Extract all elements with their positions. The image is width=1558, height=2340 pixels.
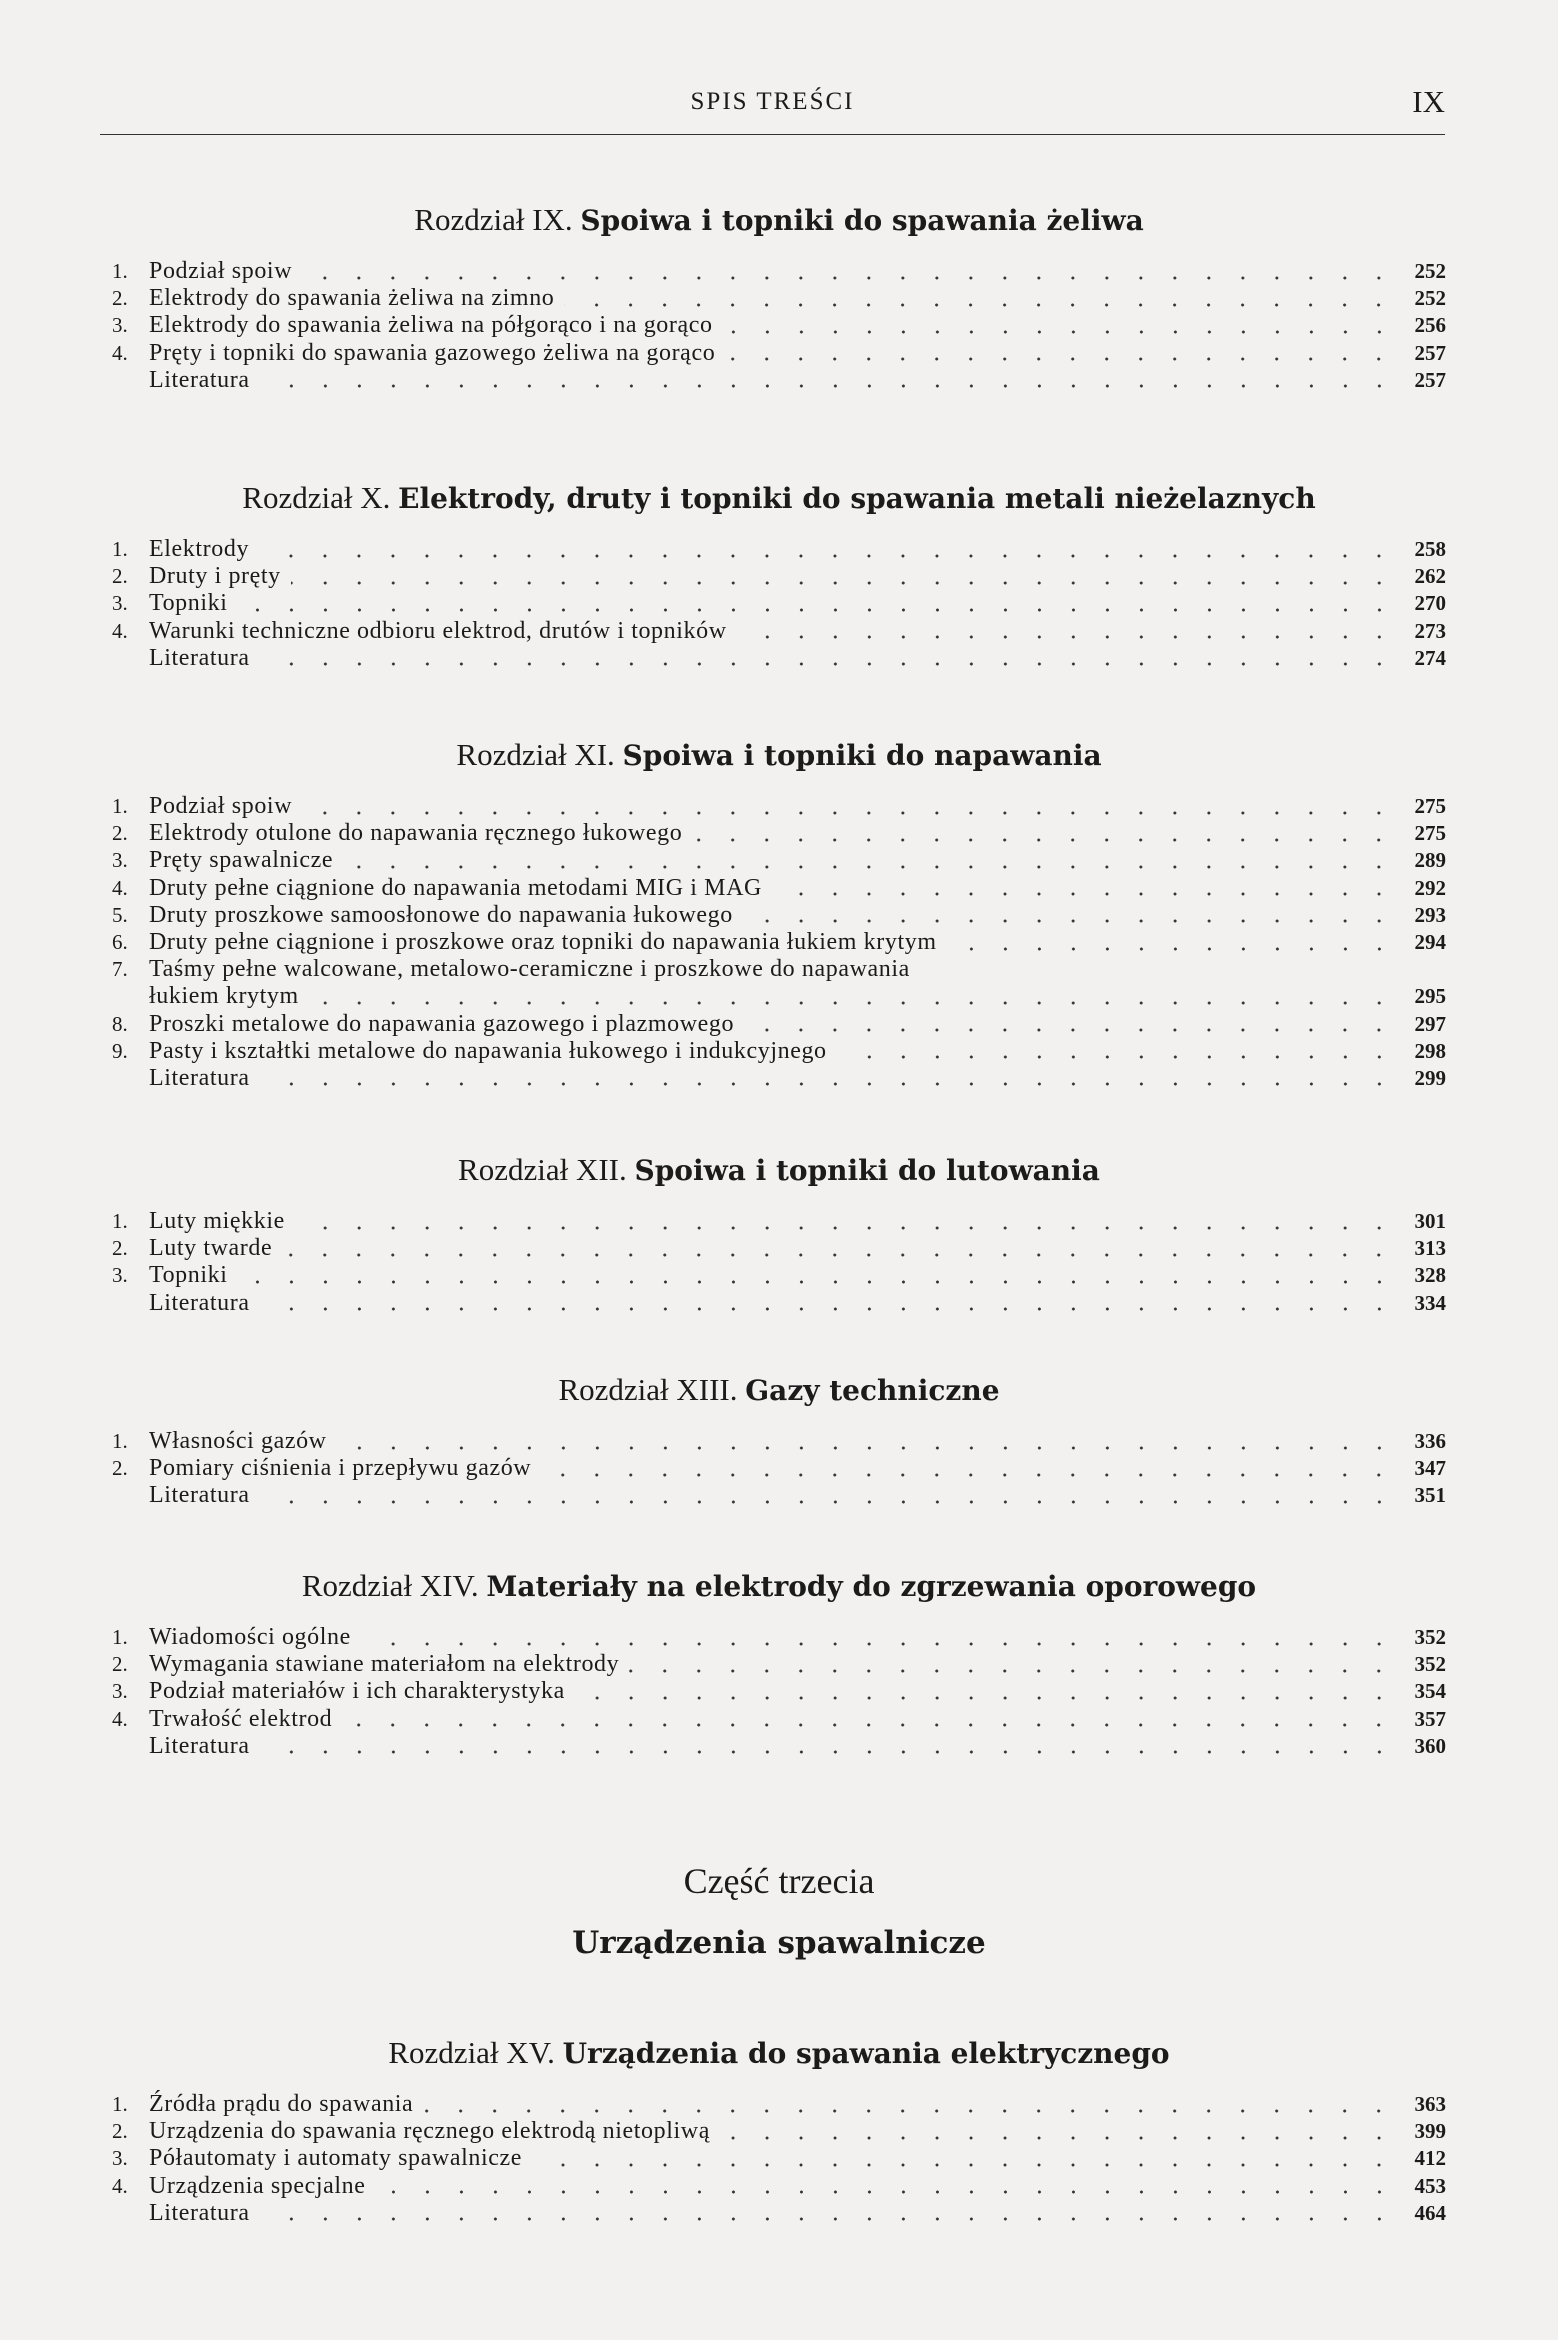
entry-number: 4. — [112, 2173, 128, 2198]
dot-leader — [947, 947, 1396, 951]
entry-title: Literatura — [149, 2199, 250, 2226]
entry-title: Topniki — [149, 590, 228, 617]
entry-title: Literatura — [149, 366, 250, 393]
toc-entry — [112, 285, 1446, 312]
dot-leader — [720, 2136, 1396, 2140]
chapter-heading — [112, 200, 1446, 258]
dot-leader — [260, 384, 1396, 388]
dot-leader — [282, 1253, 1396, 1257]
entry-number: 4. — [112, 340, 128, 365]
entry-number: 1. — [112, 1209, 128, 1233]
toc-entry — [112, 618, 1446, 645]
entry-page: 412 — [1414, 2146, 1446, 2171]
entry-title: Pasty i kształtki metalowe do napawania łukowego i indukcyjnego — [149, 1037, 827, 1064]
entry-page: 313 — [1414, 1236, 1446, 1261]
entry-number: 3. — [112, 591, 128, 616]
entry-title: Elektrody do spawania żeliwa na półgorąco i na gorąco — [149, 312, 713, 339]
chapter-section — [112, 735, 1446, 1092]
entry-title: Luty twarde — [149, 1235, 273, 1262]
entry-number: 3. — [112, 848, 128, 873]
entry-page: 274 — [1414, 645, 1446, 670]
entry-number: 9. — [112, 1038, 128, 1063]
chapter-heading — [112, 1370, 1446, 1428]
chapter-number: Rozdział XV. — [388, 2035, 555, 2070]
dot-leader — [302, 276, 1396, 280]
entry-title: Literatura — [149, 644, 250, 671]
entry-page: 257 — [1414, 340, 1446, 365]
toc-entry — [112, 2145, 1446, 2172]
dot-leader — [337, 1446, 1396, 1450]
entry-number: 4. — [112, 1706, 128, 1731]
entry-page: 275 — [1414, 821, 1446, 846]
entry-number: 7. — [112, 957, 128, 982]
entry-number: 3. — [112, 313, 128, 338]
dot-leader — [737, 635, 1396, 639]
toc-entry — [112, 956, 1446, 983]
chapter-number: Rozdział IX. — [414, 202, 573, 237]
dot-leader — [541, 1473, 1396, 1477]
toc-entry — [112, 367, 1446, 394]
entry-number: 3. — [112, 1679, 128, 1704]
chapter-title: Spoiwa i topniki do napawania — [622, 739, 1102, 772]
dot-leader — [343, 865, 1396, 869]
part-title: Urządzenia spawalnicze — [572, 1925, 986, 1961]
toc-entry — [112, 1482, 1446, 1509]
entry-page: 351 — [1414, 1483, 1446, 1508]
chapter-section — [112, 2033, 1446, 2227]
entry-page: 295 — [1414, 984, 1446, 1009]
entry-title: Warunki techniczne odbioru elektrod, drutów i topników — [149, 617, 727, 644]
chapter-section — [112, 1566, 1446, 1760]
dot-leader — [302, 811, 1396, 815]
toc-entry — [112, 312, 1446, 339]
entry-title: Literatura — [149, 1482, 250, 1509]
dot-leader — [423, 2109, 1396, 2113]
entry-page: 252 — [1414, 259, 1446, 283]
dot-leader — [837, 1055, 1396, 1059]
toc-entry — [112, 1428, 1446, 1455]
entry-page: 273 — [1414, 618, 1446, 643]
entry-page: 293 — [1414, 902, 1446, 927]
toc-entry — [112, 590, 1446, 617]
entry-page: 256 — [1414, 313, 1446, 338]
entry-number: 3. — [112, 1263, 128, 1288]
toc-entry — [112, 1290, 1446, 1317]
dot-leader — [291, 581, 1396, 585]
dot-leader — [629, 1669, 1396, 1673]
part-label: Część trzecia — [683, 1861, 875, 1901]
entry-number: 5. — [112, 902, 128, 927]
entry-title: Luty miękkie — [149, 1208, 285, 1234]
entry-number: 2. — [112, 821, 128, 846]
entry-title: Literatura — [149, 1064, 250, 1091]
toc-entry — [112, 1038, 1446, 1065]
entry-number: 3. — [112, 2146, 128, 2171]
entry-number: 2. — [112, 286, 128, 311]
entry-number: 1. — [112, 1625, 128, 1649]
toc-entry — [112, 1651, 1446, 1678]
entry-title: Pręty spawalnicze — [149, 847, 334, 874]
toc-entry — [112, 2173, 1446, 2200]
entry-title: Podział materiałów i ich charakterystyka — [149, 1678, 565, 1705]
entry-page: 360 — [1414, 1733, 1446, 1758]
entry-title: Półautomaty i automaty spawalnicze — [149, 2145, 522, 2172]
entry-title: Druty i pręty — [149, 563, 281, 590]
entry-number: 1. — [112, 794, 128, 818]
dot-leader — [260, 662, 1396, 666]
toc-entry — [112, 1706, 1446, 1733]
dot-leader — [260, 1750, 1396, 1754]
entry-title: Źródła prądu do spawania — [149, 2091, 414, 2117]
dot-leader — [309, 1001, 1396, 1005]
dot-leader — [295, 1226, 1396, 1230]
entry-title: Elektrody — [149, 536, 250, 562]
chapter-title: Gazy techniczne — [745, 1374, 1000, 1407]
toc-entry — [112, 847, 1446, 874]
entry-page: 299 — [1414, 1065, 1446, 1090]
entry-number: 6. — [112, 929, 128, 954]
dot-leader — [238, 608, 1396, 612]
entry-number: 2. — [112, 1652, 128, 1677]
toc-entry — [112, 983, 1446, 1010]
chapter-heading — [112, 1150, 1446, 1208]
chapter-number: Rozdział XIV. — [301, 1568, 479, 1603]
entry-page: 352 — [1414, 1625, 1446, 1649]
entry-page: 357 — [1414, 1706, 1446, 1731]
toc-entry — [112, 1624, 1446, 1651]
entry-page: 257 — [1414, 367, 1446, 392]
entry-title: Trwałość elektrod — [149, 1705, 333, 1732]
entry-title: Taśmy pełne walcowane, metalowo-ceramiczne i proszkowe do napawania — [149, 956, 910, 983]
dot-leader — [259, 554, 1396, 558]
chapter-number: Rozdział XI. — [456, 737, 615, 772]
entry-title: Urządzenia do spawania ręcznego elektrodą nietopliwą — [149, 2118, 710, 2145]
entry-title: Pręty i topniki do spawania gazowego żeliwa na gorąco — [149, 339, 716, 366]
chapter-section — [112, 1150, 1446, 1317]
entry-page: 270 — [1414, 591, 1446, 616]
entry-page: 352 — [1414, 1652, 1446, 1677]
chapter-heading — [112, 478, 1446, 536]
chapter-number: Rozdział XIII. — [558, 1372, 738, 1407]
dot-leader — [564, 303, 1396, 307]
toc-entry — [112, 2200, 1446, 2227]
chapter-number: Rozdział XII. — [458, 1152, 627, 1187]
entry-page: 258 — [1414, 537, 1446, 561]
entry-title: Własności gazów — [149, 1428, 327, 1454]
entry-title: Druty pełne ciągnione i proszkowe oraz topniki do napawania łukiem krytym — [149, 928, 937, 955]
entry-page: 262 — [1414, 564, 1446, 589]
dot-leader — [260, 1307, 1396, 1311]
toc-entry — [112, 645, 1446, 672]
chapter-title: Urządzenia do spawania elektrycznego — [562, 2037, 1170, 2070]
dot-leader — [575, 1696, 1396, 1700]
entry-title: Literatura — [149, 1732, 250, 1759]
dot-leader — [744, 1028, 1396, 1032]
entry-number: 1. — [112, 1429, 128, 1453]
chapter-title: Materiały na elektrody do zgrzewania oporowego — [486, 1570, 1257, 1603]
chapter-title: Spoiwa i topniki do spawania żeliwa — [580, 204, 1144, 237]
toc-entry — [112, 340, 1446, 367]
chapter-number: Rozdział X. — [242, 480, 391, 515]
chapter-heading — [112, 1566, 1446, 1624]
entry-number: 1. — [112, 537, 128, 561]
toc-entry — [112, 2091, 1446, 2118]
toc-entry — [112, 258, 1446, 285]
entry-title: Pomiary ciśnienia i przepływu gazów — [149, 1455, 532, 1482]
entry-number: 1. — [112, 259, 128, 283]
entry-title: łukiem krytym — [149, 983, 299, 1010]
chapter-section — [112, 200, 1446, 394]
entry-page: 252 — [1414, 286, 1446, 311]
toc-entry — [112, 820, 1446, 847]
entry-title: Urządzenia specjalne — [149, 2172, 366, 2199]
toc-entry — [112, 1733, 1446, 1760]
toc-entry — [112, 536, 1446, 563]
toc-entry — [112, 875, 1446, 902]
dot-leader — [342, 1723, 1396, 1727]
toc-entry — [112, 929, 1446, 956]
entry-page: 399 — [1414, 2119, 1446, 2144]
entry-page: 354 — [1414, 1679, 1446, 1704]
toc-entry — [112, 1208, 1446, 1235]
entry-number: 2. — [112, 564, 128, 589]
dot-leader — [260, 1082, 1396, 1086]
toc-entry — [112, 563, 1446, 590]
entry-page: 298 — [1414, 1038, 1446, 1063]
entry-page: 292 — [1414, 875, 1446, 900]
toc-entry — [112, 1678, 1446, 1705]
entry-number: 4. — [112, 618, 128, 643]
toc-entry — [112, 1065, 1446, 1092]
entry-title: Elektrody do spawania żeliwa na zimno — [149, 285, 555, 312]
entry-number: 1. — [112, 2092, 128, 2116]
entry-number: 4. — [112, 875, 128, 900]
entry-page: 464 — [1414, 2200, 1446, 2225]
chapter-heading — [112, 735, 1446, 793]
toc-entry — [112, 1455, 1446, 1482]
dot-leader — [238, 1280, 1396, 1284]
dot-leader — [532, 2163, 1396, 2167]
entry-page: 294 — [1414, 929, 1446, 954]
entry-title: Wymagania stawiane materiałom na elektrody — [149, 1651, 620, 1678]
dot-leader — [772, 892, 1396, 896]
entry-page: 301 — [1414, 1209, 1446, 1233]
entry-page: 328 — [1414, 1263, 1446, 1288]
dot-leader — [692, 838, 1396, 842]
entry-page: 289 — [1414, 848, 1446, 873]
toc-entry — [112, 1262, 1446, 1289]
entry-title: Wiadomości ogólne — [149, 1624, 351, 1650]
dot-leader — [260, 1500, 1396, 1504]
toc-entry — [112, 2118, 1446, 2145]
dot-leader — [361, 1642, 1396, 1646]
entry-page: 347 — [1414, 1456, 1446, 1481]
entry-title: Literatura — [149, 1289, 250, 1316]
header-title: SPIS TREŚCI — [690, 88, 855, 115]
entry-number: 2. — [112, 2119, 128, 2144]
entry-page: 334 — [1414, 1290, 1446, 1315]
running-header — [100, 84, 1445, 135]
dot-leader — [743, 919, 1396, 923]
entry-title: Druty pełne ciągnione do napawania metodami MIG i MAG — [149, 874, 762, 901]
toc-entry — [112, 793, 1446, 820]
chapter-title: Elektrody, druty i topniki do spawania metali nieżelaznych — [398, 482, 1316, 515]
chapter-heading — [112, 2033, 1446, 2091]
dot-leader — [725, 357, 1396, 361]
entry-page: 275 — [1414, 794, 1446, 818]
entry-title: Elektrody otulone do napawania ręcznego łukowego — [149, 820, 683, 847]
entry-page: 336 — [1414, 1429, 1446, 1453]
entry-title: Proszki metalowe do napawania gazowego i plazmowego — [149, 1010, 735, 1037]
toc-entry — [112, 902, 1446, 929]
toc-entry — [112, 1235, 1446, 1262]
chapter-section — [112, 478, 1446, 672]
entry-title: Druty proszkowe samoosłonowe do napawania łukowego — [149, 901, 733, 928]
entry-page: 363 — [1414, 2092, 1446, 2116]
entry-page: 453 — [1414, 2173, 1446, 2198]
entry-number: 2. — [112, 1236, 128, 1261]
dot-leader — [260, 2217, 1396, 2221]
entry-page: 297 — [1414, 1011, 1446, 1036]
header-page-number: IX — [1412, 84, 1445, 119]
entry-title: Podział spoiw — [149, 258, 293, 284]
dot-leader — [723, 330, 1396, 334]
chapter-title: Spoiwa i topniki do lutowania — [634, 1154, 1100, 1187]
dot-leader — [376, 2190, 1396, 2194]
entry-number: 2. — [112, 1456, 128, 1481]
entry-title: Topniki — [149, 1262, 228, 1289]
entry-title: Podział spoiw — [149, 793, 293, 819]
entry-number: 8. — [112, 1011, 128, 1036]
chapter-section — [112, 1370, 1446, 1510]
toc-entry — [112, 1011, 1446, 1038]
